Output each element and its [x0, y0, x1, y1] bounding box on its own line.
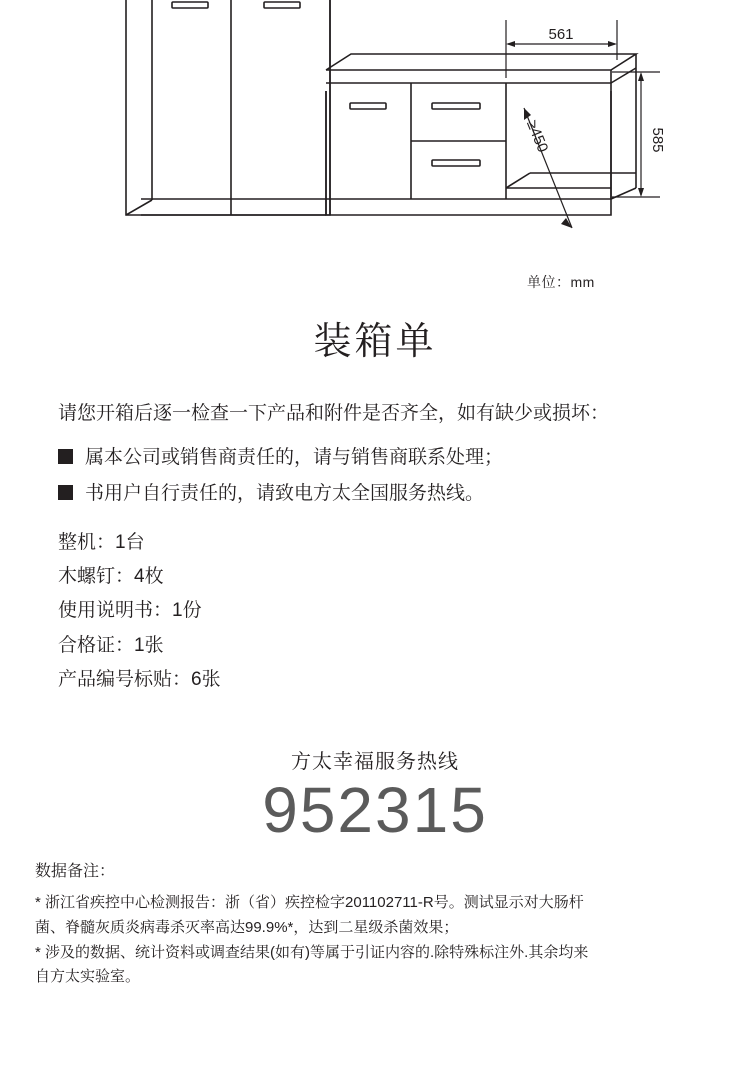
packing-list-item: 整机：1台 — [58, 532, 145, 553]
packing-list-item: 使用说明书：1份 — [58, 600, 202, 622]
packing-list-item: 产品编号标贴：6张 — [58, 668, 221, 690]
dimension-height-label: 585 — [649, 127, 666, 153]
hotline-label: 方太幸福服务热线 — [291, 751, 459, 773]
hotline-number: 952315 — [262, 774, 488, 846]
data-notes — [35, 858, 725, 990]
note-line: * 浙江省疾控中心检测报告：浙（省）疾控检字201102711-R号。测试显示对大肠杆 — [35, 894, 584, 911]
packing-list-item: 木螺钉：4枚 — [58, 566, 164, 588]
list-item-label: 属本公司或销售商责任的，请与销售商联系处理； — [85, 447, 504, 468]
packing-list-item: 合格证：1张 — [58, 634, 164, 656]
note-line: * 涉及的数据、统计资料或调查结果(如有)等属于引证内容的.除特殊标注外.其余均来 — [35, 943, 589, 961]
list-item — [58, 443, 718, 472]
unit-note: 单位：mm — [527, 274, 595, 290]
packing-list — [58, 526, 558, 697]
responsibility-list — [58, 443, 718, 516]
cabinet-dimension-drawing — [0, 0, 750, 300]
list-item-label: 书用户自行责任的，请致电方太全国服务热线。 — [85, 483, 485, 505]
page-title: 装箱单 — [313, 321, 437, 363]
dimension-width-label: 561 — [548, 26, 574, 43]
note-line: 菌、脊髓灰质炎病毒杀灭率高达99.9%*，达到二星级杀菌效果； — [35, 918, 459, 936]
note-line: 自方太实验室。 — [35, 968, 141, 986]
square-bullet-icon — [58, 485, 73, 500]
service-hotline — [0, 745, 750, 848]
notes-title: 数据备注： — [35, 863, 116, 880]
intro-text: 请您开箱后逐一检查一下产品和附件是否齐全，如有缺少或损坏： — [58, 403, 610, 424]
list-item — [58, 479, 718, 508]
dimension-depth-label: ≥450 — [523, 117, 552, 155]
square-bullet-icon — [58, 449, 73, 464]
